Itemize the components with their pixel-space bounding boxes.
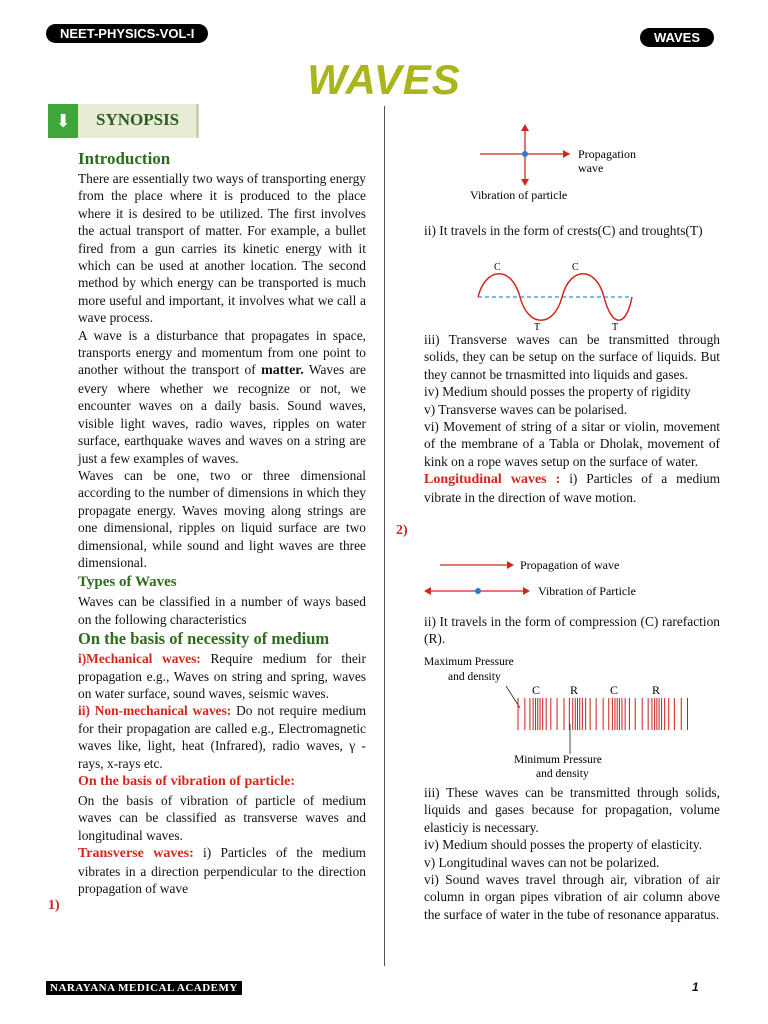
transverse-waves: Transverse waves: i) Particles of the medium vibrates in a direction perpendicular to the direction propagation of wave <box>78 845 366 897</box>
trough-label-1: T <box>534 322 541 333</box>
max-pressure-label: Maximum Pressure <box>424 656 514 668</box>
vibration-arrowhead-down <box>521 179 529 186</box>
particle-dot <box>522 151 528 157</box>
longitudinal-v: v) Longitudinal waves can not be polarized. <box>424 854 660 870</box>
footer-academy: NARAYANA MEDICAL ACADEMY <box>46 981 242 995</box>
max-density-label: and density <box>448 671 501 683</box>
transverse-crest-text: ii) It travels in the form of crests(C) and troughts(T) <box>424 223 703 238</box>
synopsis-banner <box>48 104 199 138</box>
transverse-number: 1) <box>48 898 60 913</box>
medium-heading: On the basis of necessity of medium <box>78 629 330 649</box>
transverse-iii: iii) Transverse waves can be transmitted through solids, they can be setup on the surface of liquids. But they cannot be trnasmitted into liquids and gases. <box>424 332 720 382</box>
longitudinal-iii: iii) These waves can be transmitted through solids, liquids and gases because for propagation, volume elasticiy is necessary. <box>424 785 720 835</box>
fig3-particle-dot <box>475 588 481 594</box>
fig1-propagation-label: Propagation <box>578 147 636 161</box>
column-divider <box>384 106 385 966</box>
page-title: WAVES <box>307 56 461 103</box>
longitudinal-direction-figure <box>420 554 720 604</box>
rarefaction-label-2: R <box>652 683 661 697</box>
page-number: 1 <box>692 980 699 994</box>
mechanical-waves: i)Mechanical waves: Require medium for their propagation e.g., Waves on string and spring, waves on water surface, sound waves, seismic waves. <box>78 651 366 701</box>
compression-rarefaction-figure <box>420 650 720 785</box>
crest-label-1: C <box>494 262 501 273</box>
book-volume-label: NEET-PHYSICS-VOL-I <box>46 24 208 43</box>
fig1-wave-label: wave <box>578 161 604 175</box>
rarefaction-label-1: R <box>570 683 579 697</box>
longitudinal-vi: vi) Sound waves travel through air, vibration of air column in organ pipes vibration of air column above the surface of water in the tube of resonance apparatus. <box>424 872 720 922</box>
min-density-label: and density <box>536 768 589 780</box>
chapter-label: WAVES <box>640 28 714 47</box>
transverse-properties <box>424 331 720 506</box>
fig3-vibration-label: Vibration of Particle <box>538 584 636 598</box>
synopsis-label: SYNOPSIS <box>96 110 180 129</box>
propagation-arrowhead <box>563 150 570 158</box>
longitudinal-number: 2) <box>396 523 408 538</box>
vibration-arrowhead-up <box>521 124 529 131</box>
transverse-direction-figure <box>420 118 720 208</box>
longitudinal-properties <box>424 784 720 923</box>
fig3-propagation-label: Propagation of wave <box>520 558 620 572</box>
density-bars <box>518 698 687 730</box>
down-arrow-icon: ⬇ <box>48 104 78 138</box>
transverse-vi: vi) Movement of string of a sitar or violin, movement of the membrane of a Tabla or Dholak, movement of kink on a rope waves setup on the surface of water. <box>424 419 720 469</box>
compression-label-2: C <box>610 683 619 697</box>
transverse-iv: iv) Medium should posses the property of rigidity <box>424 384 691 400</box>
min-pressure-label: Minimum Pressure <box>514 754 602 766</box>
fig3-arrowhead-right <box>523 587 530 595</box>
longitudinal-iv: iv) Medium should posses the property of elasticity. <box>424 837 703 853</box>
compression-label-1: C <box>532 683 541 697</box>
vibration-paragraph: On the basis of vibration of particle of medium waves can be classified as transverse waves and longitudinal waves. <box>78 793 366 843</box>
longitudinal-compression-text: ii) It travels in the form of compression (C) rarefaction (R). <box>424 614 720 647</box>
fig3-propagation-arrowhead <box>507 561 514 569</box>
trough-label-2: T <box>612 322 619 333</box>
introduction-heading: Introduction <box>78 149 171 168</box>
longitudinal-waves: Longitudinal waves : i) Particles of a medium vibrate in the direction of wave motion. <box>424 471 720 505</box>
vibration-heading: On the basis of vibration of particle: <box>78 774 295 789</box>
left-column <box>78 148 366 897</box>
non-mechanical-waves: ii) Non-mechanical waves: Do not require medium for their propagation are called e.g., Electromagnetic waves like, light, heat (Infrared), radio waves, γ -rays, x-rays etc. <box>78 703 366 771</box>
intro-paragraph-1: There are essentially two ways of transporting energy from the place where it is produced to the place where it is desired to be utilized. The first involves the actual transport of matter. For example, a bullet fired from a gun carries its kinetic energy with it which can be used at another location. The second method by which energy can be transported is much more useful and important, it involves what we call a wave process. <box>78 171 366 326</box>
fig3-arrowhead-left <box>424 587 431 595</box>
types-heading: Types of Waves <box>78 574 177 591</box>
transverse-v: v) Transverse waves can be polarised. <box>424 401 628 417</box>
crest-trough-figure <box>470 258 650 334</box>
fig1-vibration-label: Vibration of particle <box>470 188 568 202</box>
intro-paragraph-2: A wave is a disturbance that propagates in space, transports energy and momentum from one point to another without the transport of matter. Waves are every where whether we recognize or not, we encounter waves on a daily basis. Sound waves, visible light waves, radio waves, ripples on water surface, earthquake waves and waves on a string are just a few examples of waves. <box>78 327 366 466</box>
crest-label-2: C <box>572 262 579 273</box>
intro-paragraph-3: Waves can be one, two or three dimensional according to the number of dimensions in which they propagate energy. Waves moving along strings are one dimensional, ripples on liquid surface are two dimensional, while sound and light waves are three dimensional. <box>78 467 366 570</box>
types-paragraph: Waves can be classified in a number of ways based on the following characteristics <box>78 594 366 627</box>
